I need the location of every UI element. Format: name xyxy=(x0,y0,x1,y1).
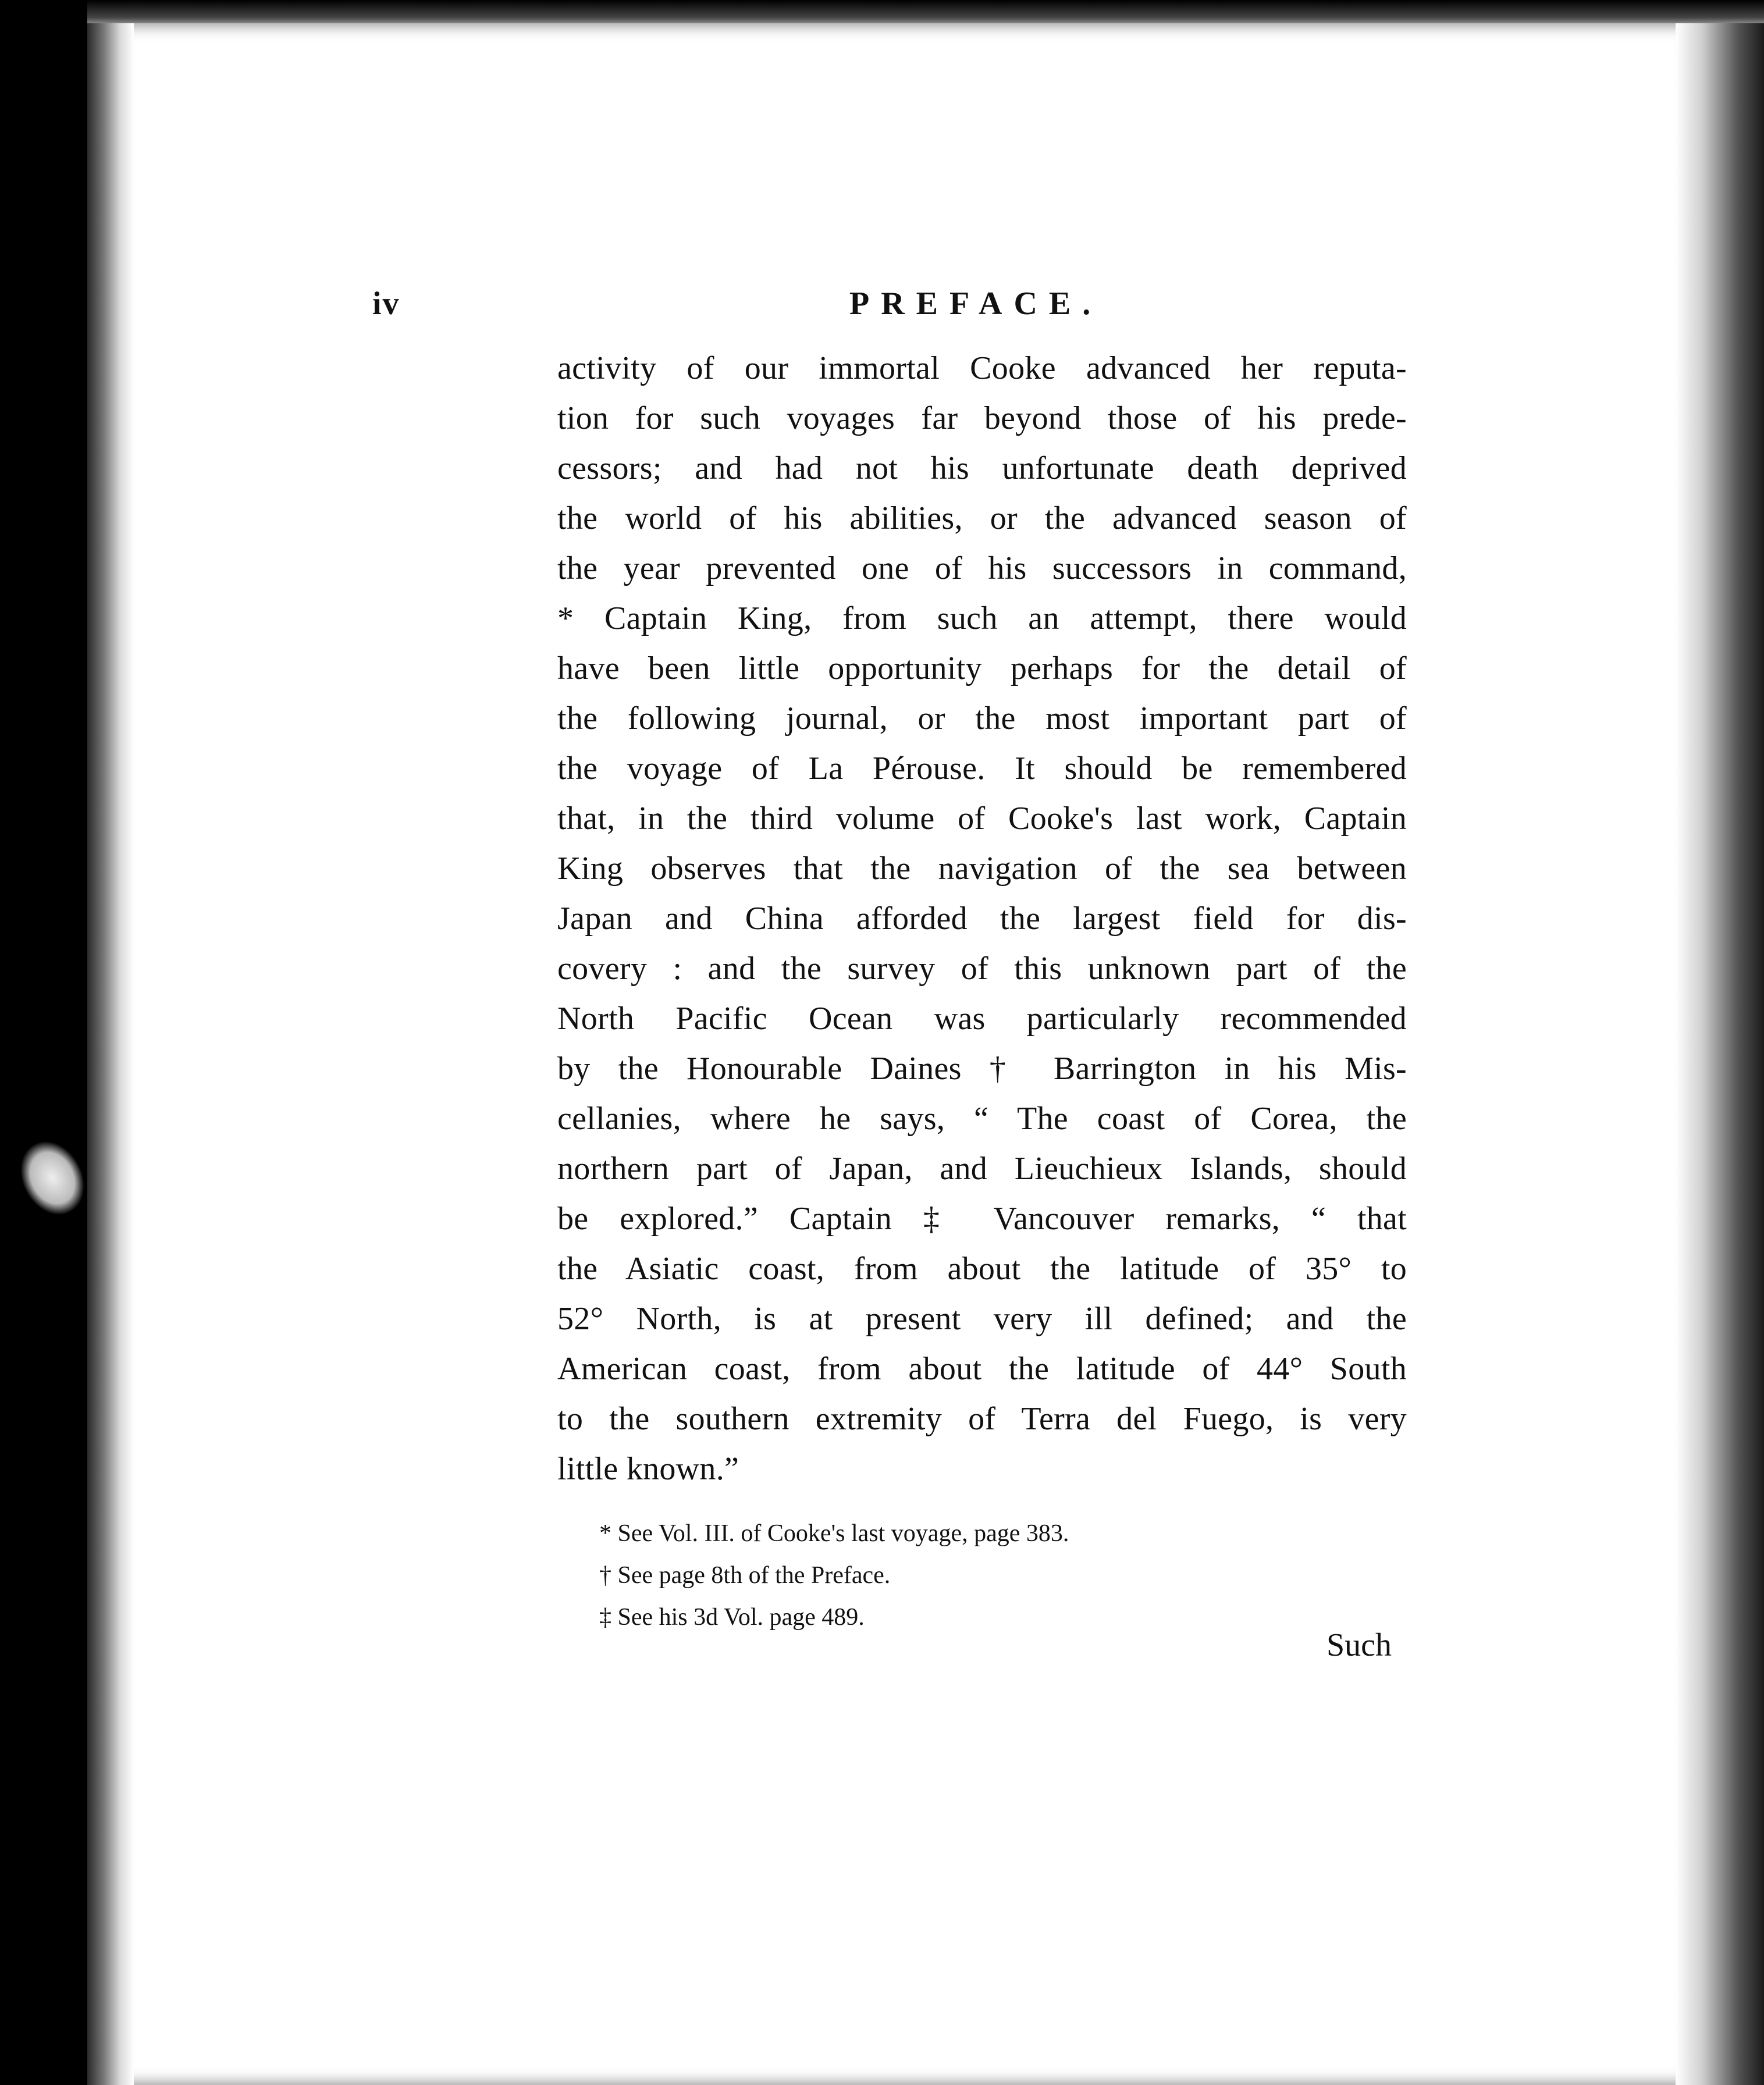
footnotes xyxy=(599,1513,1297,1638)
text-line: northern part of Japan, and Lieuchieux Islands, should xyxy=(557,1151,1407,1187)
page-gutter-shadow xyxy=(87,23,134,2085)
text-line: King observes that the navigation of the sea between xyxy=(557,851,1407,887)
text-line: cessors; and had not his unfortunate death deprived xyxy=(557,450,1407,486)
running-title: PREFACE. xyxy=(849,286,1102,322)
footnote: ‡ See his 3d Vol. page 489. xyxy=(599,1604,865,1631)
text-line: little known.” xyxy=(557,1451,739,1487)
text-line: cellanies, where he says, “ The coast of Corea, the xyxy=(557,1101,1407,1137)
text-line: have been little opportunity perhaps for the detail of xyxy=(557,650,1407,686)
text-line: the year prevented one of his successors in command, xyxy=(557,550,1407,586)
text-line: covery : and the survey of this unknown part of the xyxy=(557,951,1407,987)
text-line: be explored.” Captain ‡ Vancouver remarks, “ that xyxy=(557,1201,1407,1237)
text-line: American coast, from about the latitude of 44° South xyxy=(557,1351,1407,1387)
page-fore-edge xyxy=(1676,23,1764,2085)
text-line: * Captain King, from such an attempt, there would xyxy=(557,600,1407,636)
running-head xyxy=(372,285,1536,337)
text-line: the Asiatic coast, from about the latitude of 35° to xyxy=(557,1251,1407,1287)
page-number: iv xyxy=(372,286,400,322)
text-line: 52° North, is at present very ill defined; and the xyxy=(557,1301,1407,1337)
text-line: to the southern extremity of Terra del Fuego, is very xyxy=(557,1401,1407,1437)
text-line: activity of our immortal Cooke advanced her reputa- xyxy=(557,350,1407,386)
text-line: tion for such voyages far beyond those of his prede- xyxy=(557,400,1407,436)
text-line: Japan and China afforded the largest field for dis- xyxy=(557,901,1407,937)
text-line: by the Honourable Daines † Barrington in his Mis- xyxy=(557,1051,1407,1087)
paper-tear-mark xyxy=(9,1131,95,1225)
text-line: the following journal, or the most important part of xyxy=(557,700,1407,736)
text-line: that, in the third volume of Cooke's last work, Captain xyxy=(557,800,1407,837)
footnote: * See Vol. III. of Cooke's last voyage, page 383. xyxy=(599,1520,1069,1547)
text-line: the voyage of La Pérouse. It should be remembered xyxy=(557,750,1407,787)
catchword: Such xyxy=(1326,1627,1392,1663)
footnote: † See page 8th of the Preface. xyxy=(599,1562,891,1589)
body-text xyxy=(557,343,1407,1494)
text-line: the world of his abilities, or the advanced season of xyxy=(557,500,1407,536)
text-line: North Pacific Ocean was particularly recommended xyxy=(557,1001,1407,1037)
